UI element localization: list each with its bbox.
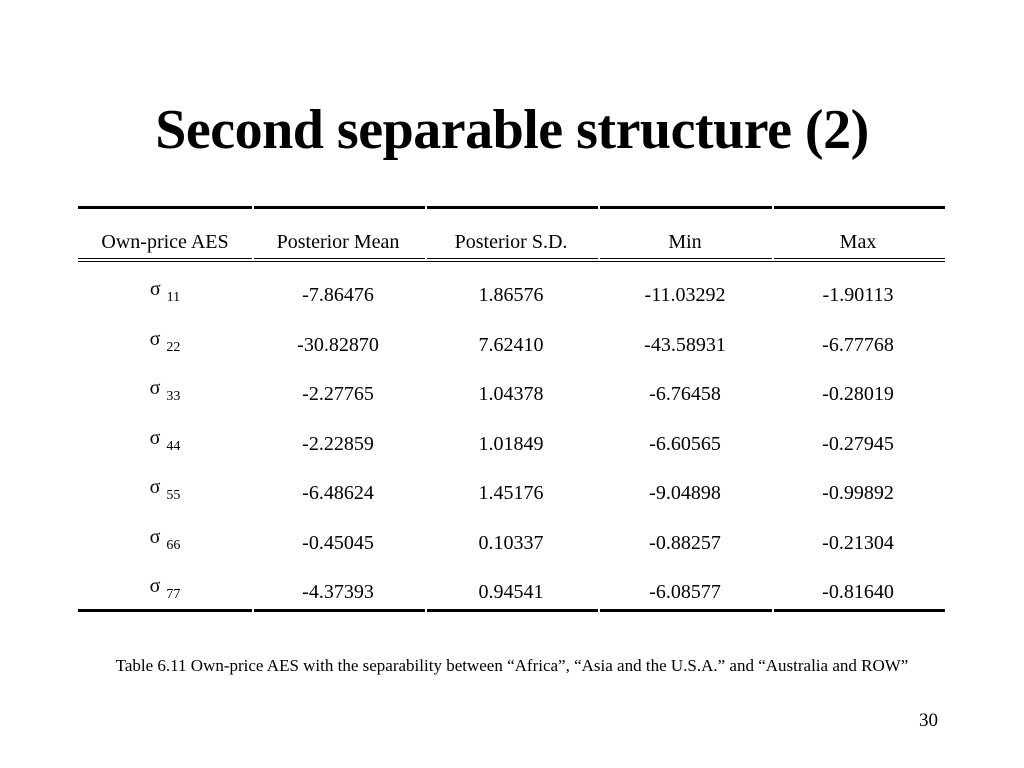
header-own-price-aes: Own-price AES xyxy=(101,231,229,253)
cell-max: -0.28019 xyxy=(822,383,894,405)
header-posterior-sd: Posterior S.D. xyxy=(454,231,568,253)
sigma-subscript: 77 xyxy=(166,587,181,602)
cell-posterior-mean: -0.45045 xyxy=(302,532,374,554)
rule-column-gap xyxy=(598,206,600,209)
sigma-symbol: σ xyxy=(149,476,161,498)
rule-column-gap xyxy=(772,609,774,612)
cell-min: -6.60565 xyxy=(649,433,721,455)
header-posterior-mean: Posterior Mean xyxy=(276,231,400,253)
cell-posterior-sd: 1.86576 xyxy=(478,284,544,306)
cell-min: -43.58931 xyxy=(644,334,726,356)
sigma-subscript: 33 xyxy=(166,389,181,404)
header-max: Max xyxy=(839,231,877,253)
cell-min: -9.04898 xyxy=(649,482,721,504)
rule-column-gap xyxy=(598,609,600,612)
rule-column-gap xyxy=(598,258,600,261)
page-number: 30 xyxy=(919,710,938,731)
cell-posterior-mean: -2.22859 xyxy=(302,433,374,455)
cell-posterior-sd: 1.45176 xyxy=(478,482,544,504)
cell-max: -0.99892 xyxy=(822,482,894,504)
cell-posterior-sd: 1.01849 xyxy=(478,433,544,455)
rule-column-gap xyxy=(772,258,774,261)
cell-min: -6.76458 xyxy=(649,383,721,405)
table-caption: Table 6.11 Own-price AES with the separability between “Africa”, “Asia and the U.S.A.” and “Australia and ROW” xyxy=(115,656,909,675)
sigma-subscript: 11 xyxy=(166,290,181,305)
table-top-rule xyxy=(78,206,945,209)
sigma-symbol: σ xyxy=(149,526,161,548)
cell-max: -1.90113 xyxy=(822,284,894,306)
table-header-rule xyxy=(78,258,945,262)
sigma-symbol: σ xyxy=(149,427,161,449)
sigma-symbol: σ xyxy=(149,328,161,350)
sigma-subscript: 22 xyxy=(166,340,181,355)
cell-max: -0.27945 xyxy=(822,433,894,455)
rule-column-gap xyxy=(425,609,427,612)
cell-posterior-mean: -7.86476 xyxy=(302,284,374,306)
rule-column-gap xyxy=(252,609,254,612)
table-row-label xyxy=(149,278,181,307)
cell-posterior-mean: -4.37393 xyxy=(302,581,374,603)
cell-posterior-sd: 7.62410 xyxy=(478,334,544,356)
header-min: Min xyxy=(668,231,702,253)
table-bottom-rule xyxy=(78,609,945,612)
sigma-subscript: 66 xyxy=(166,538,181,553)
table-row-label xyxy=(149,526,181,555)
table-row-label xyxy=(149,377,181,406)
rule-column-gap xyxy=(425,206,427,209)
cell-posterior-mean: -6.48624 xyxy=(302,482,374,504)
sigma-symbol: σ xyxy=(149,278,161,300)
cell-max: -6.77768 xyxy=(822,334,894,356)
cell-min: -6.08577 xyxy=(649,581,721,603)
sigma-subscript: 55 xyxy=(166,488,181,503)
table-row-label xyxy=(149,328,181,357)
cell-min: -0.88257 xyxy=(649,532,721,554)
rule-column-gap xyxy=(772,206,774,209)
table-row-label xyxy=(149,575,181,604)
rule-column-gap xyxy=(252,258,254,261)
cell-posterior-sd: 1.04378 xyxy=(478,383,544,405)
cell-posterior-mean: -30.82870 xyxy=(297,334,379,356)
cell-posterior-sd: 0.94541 xyxy=(478,581,544,603)
cell-posterior-mean: -2.27765 xyxy=(302,383,374,405)
sigma-subscript: 44 xyxy=(166,439,181,454)
sigma-symbol: σ xyxy=(149,575,161,597)
cell-max: -0.21304 xyxy=(822,532,894,554)
slide-title: Second separable structure (2) xyxy=(155,99,869,161)
table-row-label xyxy=(149,476,181,505)
table-row-label xyxy=(149,427,181,456)
rule-column-gap xyxy=(252,206,254,209)
cell-posterior-sd: 0.10337 xyxy=(478,532,544,554)
sigma-symbol: σ xyxy=(149,377,161,399)
rule-column-gap xyxy=(425,258,427,261)
cell-max: -0.81640 xyxy=(822,581,894,603)
cell-min: -11.03292 xyxy=(644,284,726,306)
